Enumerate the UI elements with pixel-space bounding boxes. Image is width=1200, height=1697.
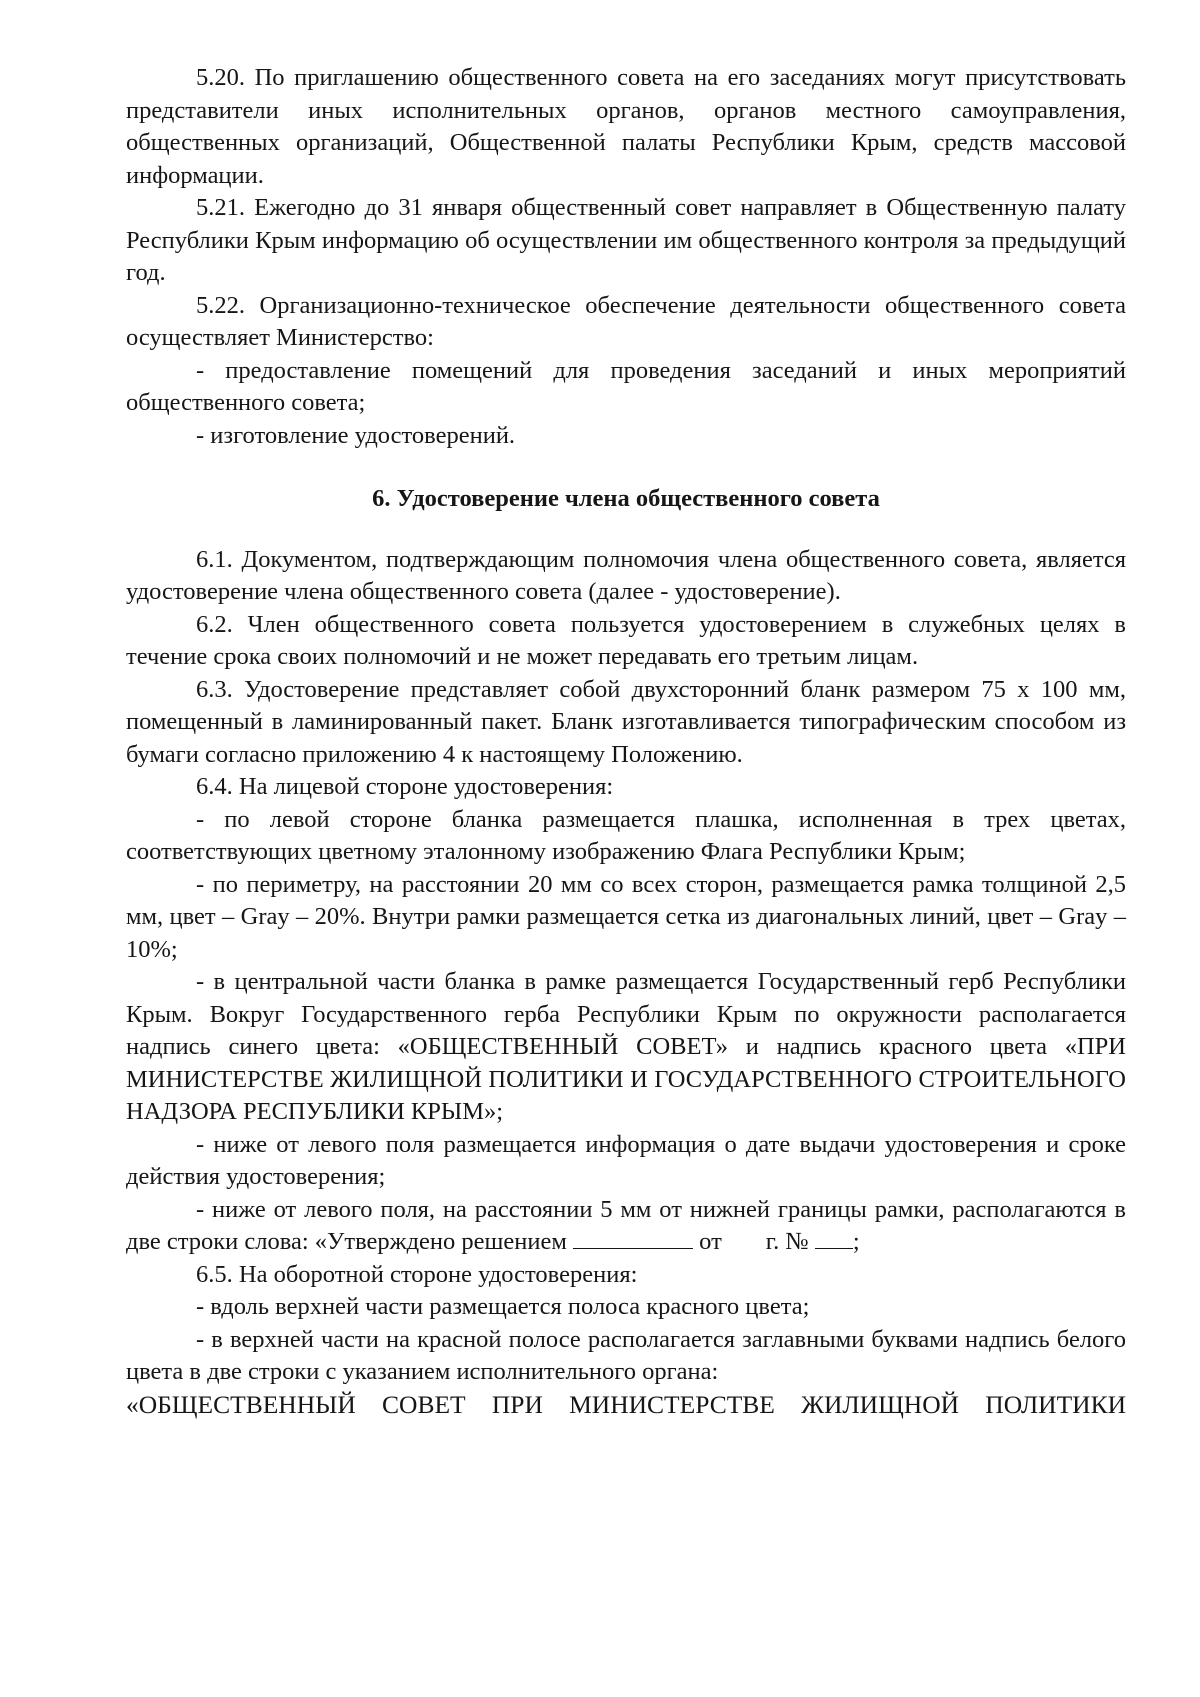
document-page (126, 62, 1126, 1421)
paragraph-5-22-item-certificates: - изготовление удостоверений. (196, 421, 516, 449)
paragraph-6-4-item-stripe: - по левой стороне бланка размещается плашка, исполненная в трех цветах, соответствующих цветному эталонному изображению Флага Республики Крым; (126, 805, 1126, 865)
paragraph-6-5: 6.5. На оборотной стороне удостоверения: (196, 1260, 638, 1288)
paragraph-6-4-item-frame: - по периметру, на расстоянии 20 мм со всех сторон, размещается рамка толщиной 2,5 мм, цвет – Gray – 20%. Внутри рамки размещается сетка из диагональных линий, цвет – Gray – 10%; (126, 870, 1126, 963)
approval-end: ; (852, 1228, 860, 1255)
paragraph-5-22: 5.22. Организационно-техническое обеспечение деятельности общественного совета осуществляет Министерство: (126, 291, 1126, 351)
paragraph-5-20: 5.20. По приглашению общественного совета на его заседаниях могут присутствовать представители иных исполнительных органов, органов местного самоуправления, общественных организаций, Общественной палаты Республики Крым, средств массовой информации. (126, 64, 1126, 189)
decision-blank (573, 1226, 693, 1249)
approval-year: г. (765, 1228, 780, 1255)
paragraph-6-4-item-approval (126, 1194, 1126, 1259)
paragraph-6-5-item-inscription: - в верхней части на красной полосе располагается заглавными буквами надпись белого цвета в две строки с указанием исполнительного органа: (126, 1325, 1126, 1385)
paragraph-6-4-item-emblem: - в центральной части бланка в рамке размещается Государственный герб Республики Крым. Вокруг Государственного герба Республики Крым по окружности располагается надпись синего цвета: «ОБЩЕСТВЕННЫЙ СОВЕТ» и надпись красного цвета «ПРИ МИНИСТЕРСТВЕ ЖИЛИЩНОЙ ПОЛИТИКИ И ГОСУДАРСТВЕННОГО СТРОИТЕЛЬНОГО НАДЗОРА РЕСПУБЛИКИ КРЫМ»; (126, 968, 1126, 1125)
approval-number-sign: № (785, 1228, 809, 1255)
paragraph-5-22-item-premises: - предоставление помещений для проведения заседаний и иных мероприятий общественного совета; (126, 356, 1126, 416)
section-6-title: 6. Удостоверение члена общественного совета (372, 485, 880, 512)
paragraph-6-4-item-dates: - ниже от левого поля размещается информация о дате выдачи удостоверения и сроке действия удостоверения; (126, 1130, 1126, 1190)
paragraph-6-5-item-red-stripe: - вдоль верхней части размещается полоса красного цвета; (196, 1293, 810, 1320)
paragraph-6-2: 6.2. Член общественного совета пользуется удостоверением в служебных целях в течение срока своих полномочий и не может передавать его третьим лицам. (126, 610, 1126, 670)
paragraph-5-21: 5.21. Ежегодно до 31 января общественный совет направляет в Общественную палату Республики Крым информацию об осуществлении им общественного контроля за предыдущий год. (126, 194, 1126, 286)
approval-from: от (699, 1228, 722, 1255)
approval-text: - ниже от левого поля, на расстоянии 5 мм от нижней границы рамки, располагаются в две строки слова: «Утверждено решением (126, 1195, 1126, 1255)
paragraph-6-3: 6.3. Удостоверение представляет собой двухсторонний бланк размером 75 x 100 мм, помещенный в ламинированный пакет. Бланк изготавливается типографическим способом из бумаги согласно приложению 4 к настоящему Положению. (126, 675, 1126, 768)
paragraph-6-5-inscription-text: «ОБЩЕСТВЕННЫЙ СОВЕТ ПРИ МИНИСТЕРСТВЕ ЖИЛИЩНОЙ ПОЛИТИКИ (126, 1389, 1126, 1419)
number-blank (815, 1226, 853, 1249)
paragraph-6-4: 6.4. На лицевой стороне удостоверения: (196, 773, 614, 800)
paragraph-6-1: 6.1. Документом, подтверждающим полномочия члена общественного совета, является удостоверение члена общественного совета (далее - удостоверение). (126, 545, 1126, 605)
